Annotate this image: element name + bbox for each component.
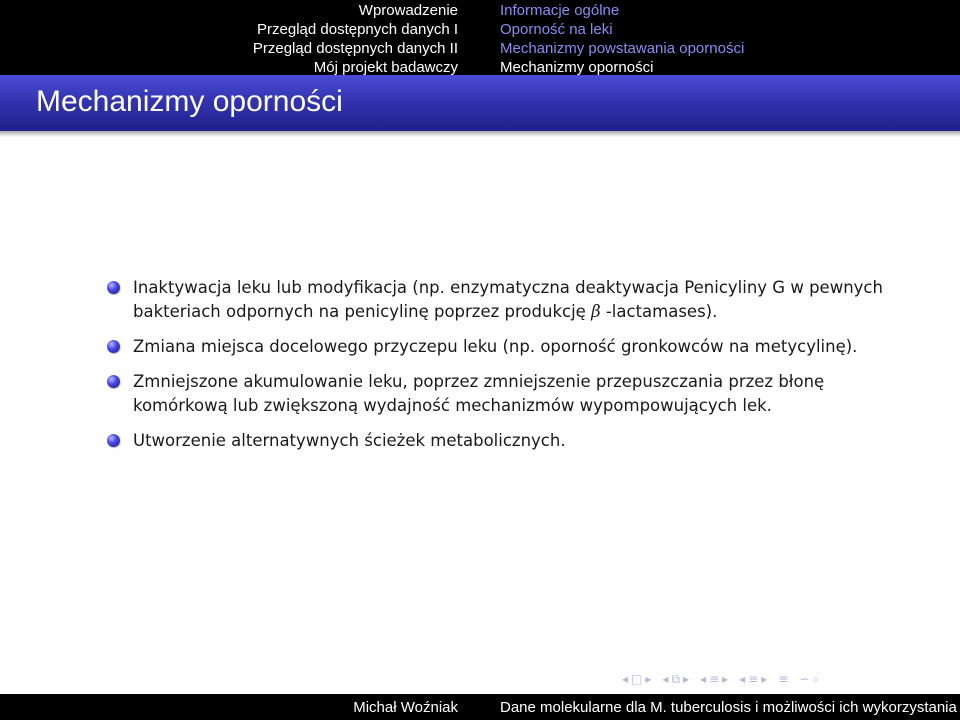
- footer-title-box: [500, 694, 960, 720]
- section-prev-arrow-icon[interactable]: ◂: [700, 672, 707, 686]
- back-forward-icon[interactable]: ∽: [799, 672, 810, 686]
- nav-subsection-resistance-formation[interactable]: Mechanizmy powstawania oporności: [500, 40, 745, 57]
- search-navigation[interactable]: [799, 672, 819, 687]
- frame-prev-arrow-icon[interactable]: ◂: [622, 672, 629, 686]
- doc-next-arrow-icon[interactable]: ▸: [761, 672, 768, 686]
- ball-bullet-icon: [107, 340, 120, 353]
- frame-next-arrow-icon[interactable]: ▸: [645, 672, 652, 686]
- nav-subsection-resistance-mechanisms[interactable]: Mechanizmy oporności: [500, 59, 654, 75]
- frame-title-shadow: [0, 131, 960, 137]
- beta-symbol: β: [591, 302, 601, 321]
- nav-section-data-overview-2[interactable]: Przegląd dostępnych danych II: [252, 40, 458, 57]
- nav-subsection-drug-resistance[interactable]: Oporność na leki: [500, 21, 613, 38]
- frame-icon[interactable]: □: [631, 672, 643, 686]
- subsection-prev-arrow-icon[interactable]: ◂: [662, 672, 669, 686]
- list-item-text: Zmiana miejsca docelowego przyczepu leku (np. oporność gronkowców na metycylinę).: [133, 337, 858, 356]
- subsection-next-arrow-icon[interactable]: ▸: [683, 672, 690, 686]
- nav-section-data-overview-1[interactable]: Przegląd dostępnych danych I: [257, 21, 458, 38]
- subsection-navigation-symbols[interactable]: [662, 672, 689, 687]
- list-item: [100, 429, 900, 453]
- ball-bullet-icon: [107, 375, 120, 388]
- list-item-text: Zmniejszone akumulowanie leku, poprzez zmniejszenie przepuszczania przez błonę komórkową lub zwiększoną wydajność mechanizmów wypompowujących lek.: [133, 372, 825, 415]
- frame-title-bar: [0, 75, 960, 131]
- list-item: [100, 370, 900, 418]
- section-icon[interactable]: ≡: [709, 672, 720, 686]
- headline-bar: [0, 0, 960, 75]
- footer-author: Michał Woźniak: [353, 698, 458, 716]
- subsection-icon[interactable]: ⧉: [671, 671, 681, 686]
- nav-section-introduction[interactable]: Wprowadzenie: [358, 2, 458, 19]
- footer-title: Dane molekularne dla M. tuberculosis i możliwości ich wykorzystania: [500, 698, 957, 716]
- subsection-navigation: [500, 0, 960, 75]
- footer-bar: [0, 694, 960, 720]
- list-item: [100, 276, 900, 324]
- footer-author-box: [0, 694, 480, 720]
- document-navigation-symbols[interactable]: [739, 672, 767, 686]
- frame-title: Mechanizmy oporności: [36, 85, 343, 118]
- frame-navigation[interactable]: [622, 672, 651, 686]
- search-icon[interactable]: ⌕: [812, 671, 820, 686]
- ball-bullet-icon: [107, 434, 120, 447]
- section-next-arrow-icon[interactable]: ▸: [722, 672, 729, 686]
- nav-subsection-general-info[interactable]: Informacje ogólne: [500, 2, 620, 19]
- list-item-text: Inaktywacja leku lub modyfikacja (np. enzymatyczna deaktywacja Penicyliny G w pewnych bakteriach odpornych na penicylinę poprzez produkcję: [133, 278, 883, 321]
- ball-bullet-icon: [107, 281, 120, 294]
- doc-prev-arrow-icon[interactable]: ◂: [739, 672, 746, 686]
- bullet-list: [100, 276, 900, 464]
- list-item-text-end: -lactamases).: [600, 302, 718, 321]
- nav-section-my-research[interactable]: Mój projekt badawczy: [313, 59, 458, 75]
- section-navigation: [0, 0, 480, 75]
- beamer-navigation-symbols: [622, 668, 819, 690]
- align-icon[interactable]: ≡: [778, 672, 789, 686]
- doc-icon[interactable]: ≡: [748, 672, 759, 686]
- list-item: [100, 335, 900, 359]
- section-navigation-symbols[interactable]: [700, 672, 728, 686]
- list-item-text: Utworzenie alternatywnych ścieżek metabolicznych.: [133, 431, 566, 450]
